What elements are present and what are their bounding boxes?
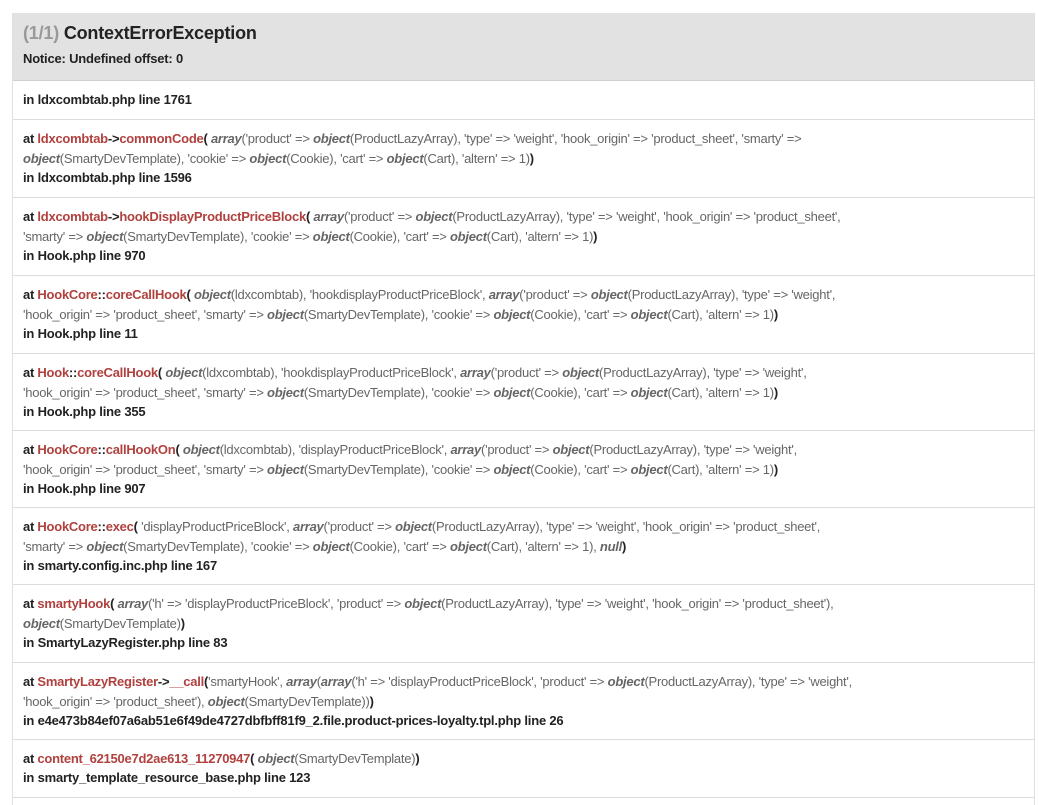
frame-function[interactable]: callHookOn xyxy=(105,442,176,457)
frame-args: 'hook_origin' => 'product_sheet', 'smarty' => xyxy=(23,385,268,400)
frame-args: (ldxcombtab), 'hookdisplayProductPriceBlock', xyxy=(230,287,489,302)
frame-call xyxy=(23,440,1024,480)
frame-location: in Hook.php line 11 xyxy=(23,326,138,341)
frame-args: 'smarty' => xyxy=(23,539,87,554)
paren: ) xyxy=(773,307,778,322)
stack-frame xyxy=(13,120,1034,198)
frame-args: (SmartyDevTemplate), 'cookie' => xyxy=(303,307,494,322)
frame-args: (SmartyDevTemplate) xyxy=(294,751,416,766)
trace-top-location xyxy=(13,81,1034,120)
frame-function[interactable]: coreCallHook xyxy=(77,365,158,380)
frame-args: (ProductLazyArray), 'type' => 'weight', xyxy=(627,287,836,302)
arg-type: array xyxy=(320,674,352,689)
arg-type: array xyxy=(210,131,242,146)
frame-args: (SmartyDevTemplate), 'cookie' => xyxy=(123,229,313,244)
frame-location: in ldxcombtab.php line 1596 xyxy=(23,170,192,185)
frame-at: at xyxy=(23,519,38,534)
arg-type: object xyxy=(23,151,60,166)
stack-frame xyxy=(13,508,1034,585)
paren: ( xyxy=(110,596,118,611)
frame-at: at xyxy=(23,209,38,224)
paren: ( xyxy=(157,365,166,380)
paren: ) xyxy=(415,751,420,766)
arg-type: object xyxy=(257,751,295,766)
paren: ( xyxy=(186,287,194,302)
frame-args: (ProductLazyArray), 'type' => 'weight', 'hook_origin' => 'product_sheet', 'smarty' => xyxy=(349,131,802,146)
frame-location: in e4e473b84ef07a6ab51e6f49de4727dbfbff81f9_2.file.product-prices-loyalty.tpl.php line 26 xyxy=(23,713,564,728)
frame-function[interactable]: coreCallHook xyxy=(105,287,187,302)
frame-call xyxy=(23,749,1024,769)
exception-counter: (1/1) xyxy=(23,23,60,43)
exception-header xyxy=(13,13,1034,81)
stack-trace xyxy=(13,120,1034,798)
arg-type: object xyxy=(630,385,668,400)
arg-type: array xyxy=(313,209,344,224)
arg-type: object xyxy=(386,151,424,166)
arg-type: object xyxy=(86,229,124,244)
frame-class[interactable]: SmartyLazyRegister xyxy=(37,674,158,689)
arg-type: array xyxy=(460,365,491,380)
stack-frame xyxy=(13,276,1034,354)
frame-args: 'hook_origin' => 'product_sheet', 'smarty' => xyxy=(23,307,268,322)
frame-args: (ProductLazyArray), 'type' => 'weight', 'hook_origin' => 'product_sheet', xyxy=(452,209,841,224)
frame-class[interactable]: ldxcombtab xyxy=(37,131,108,146)
frame-location: in smarty.config.inc.php line 167 xyxy=(23,558,217,573)
arg-type: object xyxy=(267,307,304,322)
frame-separator: -> xyxy=(107,209,120,224)
trace-location: in ldxcombtab.php line 1761 xyxy=(23,92,192,107)
frame-location: in smarty_template_resource_base.php line 123 xyxy=(23,770,311,785)
frame-class[interactable]: ldxcombtab xyxy=(37,209,108,224)
arg-type: object xyxy=(86,539,124,554)
frame-args: (ldxcombtab), 'hookdisplayProductPriceBlock', xyxy=(202,365,461,380)
frame-args: ( xyxy=(316,674,321,689)
arg-type: object xyxy=(552,442,590,457)
arg-type: object xyxy=(449,539,487,554)
arg-type: object xyxy=(404,596,442,611)
paren: ) xyxy=(773,385,778,400)
paren: ) xyxy=(773,462,778,477)
frame-args: (Cookie), 'cart' => xyxy=(286,151,387,166)
arg-type: object xyxy=(312,539,350,554)
stack-frame xyxy=(13,663,1034,740)
paren: ( xyxy=(305,209,314,224)
frame-args: (SmartyDevTemplate), 'cookie' => xyxy=(123,539,313,554)
frame-at: at xyxy=(23,596,38,611)
frame-at: at xyxy=(23,442,38,457)
arg-type: object xyxy=(449,229,487,244)
arg-type: object xyxy=(493,385,531,400)
paren: ( xyxy=(203,131,211,146)
frame-args: (Cookie), 'cart' => xyxy=(530,385,631,400)
arg-type: object xyxy=(607,674,645,689)
frame-call xyxy=(23,129,1024,169)
frame-args: (ProductLazyArray), 'type' => 'weight', xyxy=(644,674,852,689)
frame-args: (ProductLazyArray), 'type' => 'weight', 'hook_origin' => 'product_sheet', xyxy=(431,519,821,534)
frame-args: ('product' => xyxy=(343,209,416,224)
arg-type: object xyxy=(267,462,304,477)
frame-args: ('product' => xyxy=(519,287,591,302)
paren: ) xyxy=(369,694,374,709)
frame-args: (ldxcombtab), 'displayProductPriceBlock', xyxy=(219,442,451,457)
frame-function[interactable]: commonCode xyxy=(119,131,204,146)
frame-location: in SmartyLazyRegister.php line 83 xyxy=(23,635,228,650)
frame-at: at xyxy=(23,751,38,766)
exception-class: ContextErrorException xyxy=(63,23,257,43)
frame-separator: :: xyxy=(97,442,106,457)
paren: ( xyxy=(204,674,209,689)
frame-args: 'hook_origin' => 'product_sheet'), xyxy=(23,694,208,709)
frame-location: in Hook.php line 907 xyxy=(23,481,146,496)
frame-function[interactable]: content_62150e7d2ae613_11270947 xyxy=(37,751,251,766)
frame-args: 'smartyHook', xyxy=(208,674,287,689)
arg-type: object xyxy=(193,287,231,302)
frame-function[interactable]: exec xyxy=(105,519,134,534)
frame-args: (Cart), 'altern' => 1) xyxy=(423,151,530,166)
arg-type: array xyxy=(286,674,317,689)
frame-args: (Cookie), 'cart' => xyxy=(530,307,631,322)
arg-type: null xyxy=(599,539,623,554)
arg-type: object xyxy=(630,462,668,477)
frame-at: at xyxy=(23,674,38,689)
frame-at: at xyxy=(23,131,38,146)
arg-type: array xyxy=(292,519,324,534)
frame-args: (Cookie), 'cart' => xyxy=(349,229,450,244)
stack-frame xyxy=(13,354,1034,431)
frame-args: ('h' => 'displayProductPriceBlock', 'product' => xyxy=(351,674,608,689)
arg-type: object xyxy=(267,385,304,400)
frame-args: (Cookie), 'cart' => xyxy=(530,462,631,477)
frame-args: (SmartyDevTemplate), 'cookie' => xyxy=(303,385,494,400)
frame-at: at xyxy=(23,287,38,302)
frame-separator: :: xyxy=(97,287,106,302)
frame-args: (Cart), 'altern' => 1) xyxy=(486,229,594,244)
exception-message: Notice: Undefined offset: 0 xyxy=(23,51,183,66)
frame-function[interactable]: __call xyxy=(169,674,204,689)
frame-separator: -> xyxy=(157,674,170,689)
frame-args: (SmartyDevTemplate) xyxy=(59,616,181,631)
frame-args: (ProductLazyArray), 'type' => 'weight', 'hook_origin' => 'product_sheet'), xyxy=(441,596,834,611)
frame-call xyxy=(23,672,1024,712)
frame-args: (ProductLazyArray), 'type' => 'weight', xyxy=(599,365,807,380)
frame-class[interactable]: HookCore xyxy=(37,519,98,534)
frame-args: (Cart), 'altern' => 1) xyxy=(667,462,774,477)
arg-type: array xyxy=(117,596,149,611)
arg-type: object xyxy=(312,229,350,244)
paren: ) xyxy=(593,229,598,244)
frame-args: (Cart), 'altern' => 1) xyxy=(667,307,774,322)
arg-type: object xyxy=(415,209,453,224)
arg-type: array xyxy=(488,287,520,302)
frame-call xyxy=(23,517,1024,557)
frame-call xyxy=(23,207,1024,247)
arg-type: object xyxy=(313,131,350,146)
arg-type: object xyxy=(562,365,599,380)
arg-type: object xyxy=(249,151,287,166)
frame-location: in Hook.php line 970 xyxy=(23,248,146,263)
paren: ) xyxy=(622,539,627,554)
frame-args: (SmartyDevTemplate)) xyxy=(244,694,370,709)
frame-function[interactable]: hookDisplayProductPriceBlock xyxy=(119,209,306,224)
frame-args: (Cart), 'altern' => 1) xyxy=(667,385,774,400)
arg-type: object xyxy=(630,307,668,322)
paren: ( xyxy=(175,442,183,457)
frame-class[interactable]: HookCore xyxy=(37,287,98,302)
arg-type: object xyxy=(493,462,531,477)
frame-args: (ProductLazyArray), 'type' => 'weight', xyxy=(589,442,797,457)
frame-class[interactable]: Hook xyxy=(37,365,69,380)
arg-type: object xyxy=(493,307,531,322)
frame-args: 'smarty' => xyxy=(23,229,87,244)
frame-call xyxy=(23,285,1024,325)
frame-args: ('h' => 'displayProductPriceBlock', 'product' => xyxy=(148,596,405,611)
arg-type: object xyxy=(165,365,203,380)
arg-type: object xyxy=(590,287,628,302)
frame-args: 'hook_origin' => 'product_sheet', 'smarty' => xyxy=(23,462,268,477)
frame-separator: -> xyxy=(107,131,120,146)
frame-args: (SmartyDevTemplate), 'cookie' => xyxy=(59,151,250,166)
arg-type: object xyxy=(23,616,60,631)
paren: ( xyxy=(133,519,142,534)
frame-at: at xyxy=(23,365,38,380)
frame-args: (Cookie), 'cart' => xyxy=(349,539,450,554)
stack-frame xyxy=(13,431,1034,508)
stack-frame xyxy=(13,198,1034,276)
frame-args: ('product' => xyxy=(481,442,553,457)
frame-separator: :: xyxy=(68,365,78,380)
exception-panel xyxy=(12,13,1035,805)
paren: ) xyxy=(529,151,534,166)
frame-args: ('product' => xyxy=(490,365,563,380)
frame-args: (SmartyDevTemplate), 'cookie' => xyxy=(303,462,494,477)
frame-call xyxy=(23,363,1024,403)
frame-location: in Hook.php line 355 xyxy=(23,404,146,419)
arg-type: object xyxy=(395,519,432,534)
arg-type: object xyxy=(182,442,220,457)
paren: ( xyxy=(250,751,258,766)
frame-args: ('product' => xyxy=(323,519,396,534)
arg-type: array xyxy=(450,442,482,457)
stack-frame xyxy=(13,740,1034,798)
arg-type: object xyxy=(207,694,245,709)
frame-args: ('product' => xyxy=(241,131,314,146)
frame-args: (Cart), 'altern' => 1), xyxy=(486,539,600,554)
frame-function[interactable]: smartyHook xyxy=(37,596,111,611)
frame-class[interactable]: HookCore xyxy=(37,442,98,457)
frame-args: 'displayProductPriceBlock', xyxy=(141,519,293,534)
stack-frame xyxy=(13,585,1034,663)
frame-call xyxy=(23,594,1024,634)
frame-separator: :: xyxy=(97,519,106,534)
exception-title xyxy=(23,22,1024,44)
paren: ) xyxy=(180,616,185,631)
